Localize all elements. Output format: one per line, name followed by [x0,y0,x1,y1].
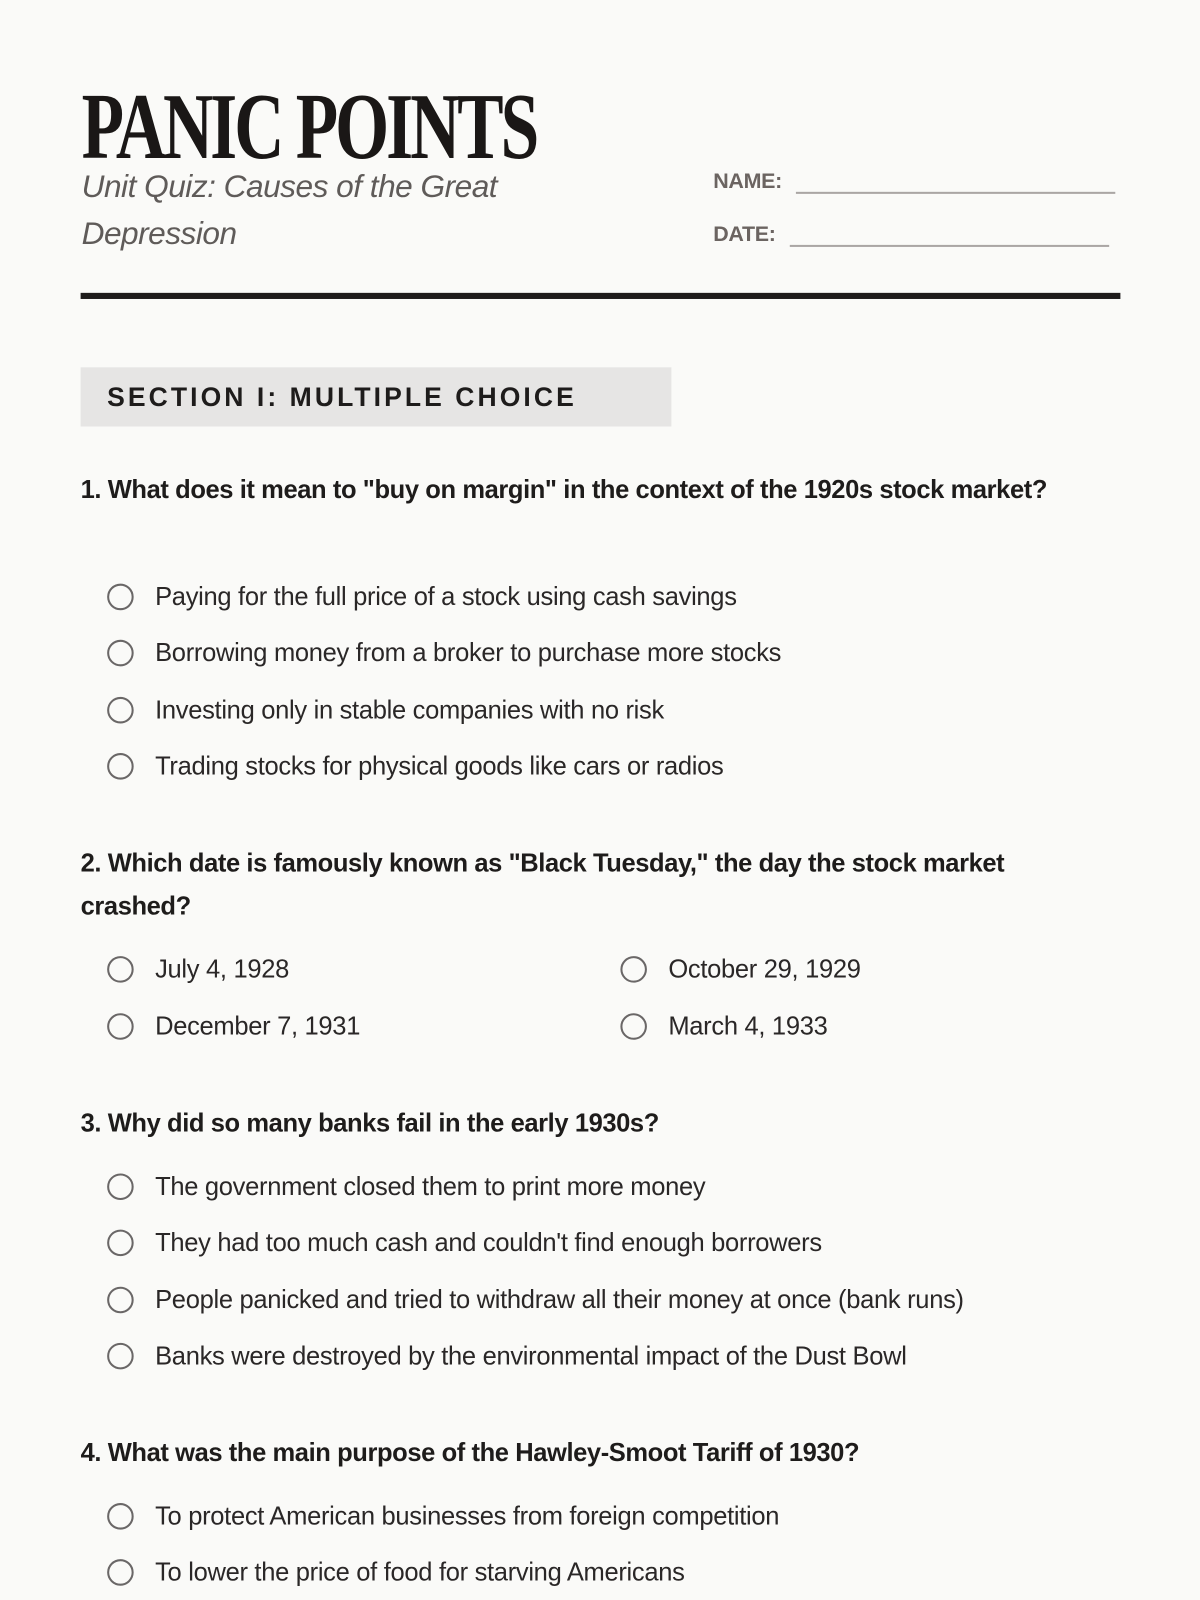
radio-button[interactable] [107,956,134,983]
option-label: People panicked and tried to withdraw all their money at once (bank runs) [155,1285,964,1314]
radio-button[interactable] [107,1173,134,1200]
q2-option-a[interactable] [107,949,289,990]
question-3: 3. Why did so many banks fail in the early 1930s? [80,1109,659,1138]
option-label: December 7, 1931 [155,1011,361,1041]
option-label: The government closed them to print more money [155,1171,706,1201]
question-1: 1. What does it mean to "buy on margin" in the context of the 1920s stock market? [80,475,1047,505]
radio-button[interactable] [620,1013,647,1040]
option-label: Borrowing money from a broker to purchase more stocks [155,638,782,667]
option-label: Investing only in stable companies with no risk [155,695,664,724]
radio-button[interactable] [107,1559,134,1586]
option-label: Banks were destroyed by the environmental impact of the Dust Bowl [155,1341,907,1370]
q1-option-a[interactable] [107,577,737,618]
q3-option-b[interactable] [107,1222,822,1263]
radio-button[interactable] [107,584,134,611]
option-label: July 4, 1928 [155,954,289,984]
q4-option-b[interactable] [107,1552,684,1593]
option-label: To lower the price of food for starving Americans [155,1557,685,1587]
q1-option-c[interactable] [107,690,664,731]
q3-option-a[interactable] [107,1166,705,1207]
radio-button[interactable] [107,1013,134,1040]
option-label: October 29, 1929 [668,954,861,984]
name-field [713,167,1115,194]
option-label: March 4, 1933 [668,1011,828,1041]
date-field [713,220,1109,247]
radio-button[interactable] [107,1343,134,1370]
question-2: 2. Which date is famously known as "Black Tuesday," the day the stock market crashed? [80,848,1005,921]
page-subtitle: Unit Quiz: Causes of the Great Depression [81,168,498,252]
radio-button[interactable] [107,697,134,724]
question-4: 4. What was the main purpose of the Hawley-Smoot Tariff of 1930? [80,1438,860,1468]
radio-button[interactable] [107,1503,134,1530]
radio-button[interactable] [107,640,134,667]
section-heading: SECTION I: MULTIPLE CHOICE [81,367,672,426]
radio-button[interactable] [107,753,134,780]
q3-option-c[interactable] [107,1280,964,1321]
q2-option-b[interactable] [620,949,860,990]
header-divider [81,293,1121,299]
option-label: Paying for the full price of a stock using cash savings [155,582,737,611]
option-label: They had too much cash and couldn't find enough borrowers [155,1228,822,1257]
radio-button[interactable] [107,1287,134,1314]
page-title: PANIC POINTS [81,74,537,179]
name-input-line[interactable] [796,167,1115,194]
radio-button[interactable] [107,1230,134,1257]
option-label: Trading stocks for physical goods like cars or radios [155,751,724,781]
q2-option-d[interactable] [620,1006,827,1047]
q1-option-d[interactable] [107,746,723,787]
q1-option-b[interactable] [107,633,781,674]
radio-button[interactable] [620,956,647,983]
q4-option-a[interactable] [107,1496,779,1537]
q3-option-d[interactable] [107,1336,906,1377]
option-label: To protect American businesses from foreign competition [155,1501,780,1531]
date-input-line[interactable] [790,220,1109,247]
q2-option-c[interactable] [107,1006,360,1047]
name-label: NAME: [713,169,782,193]
date-label: DATE: [713,222,776,246]
